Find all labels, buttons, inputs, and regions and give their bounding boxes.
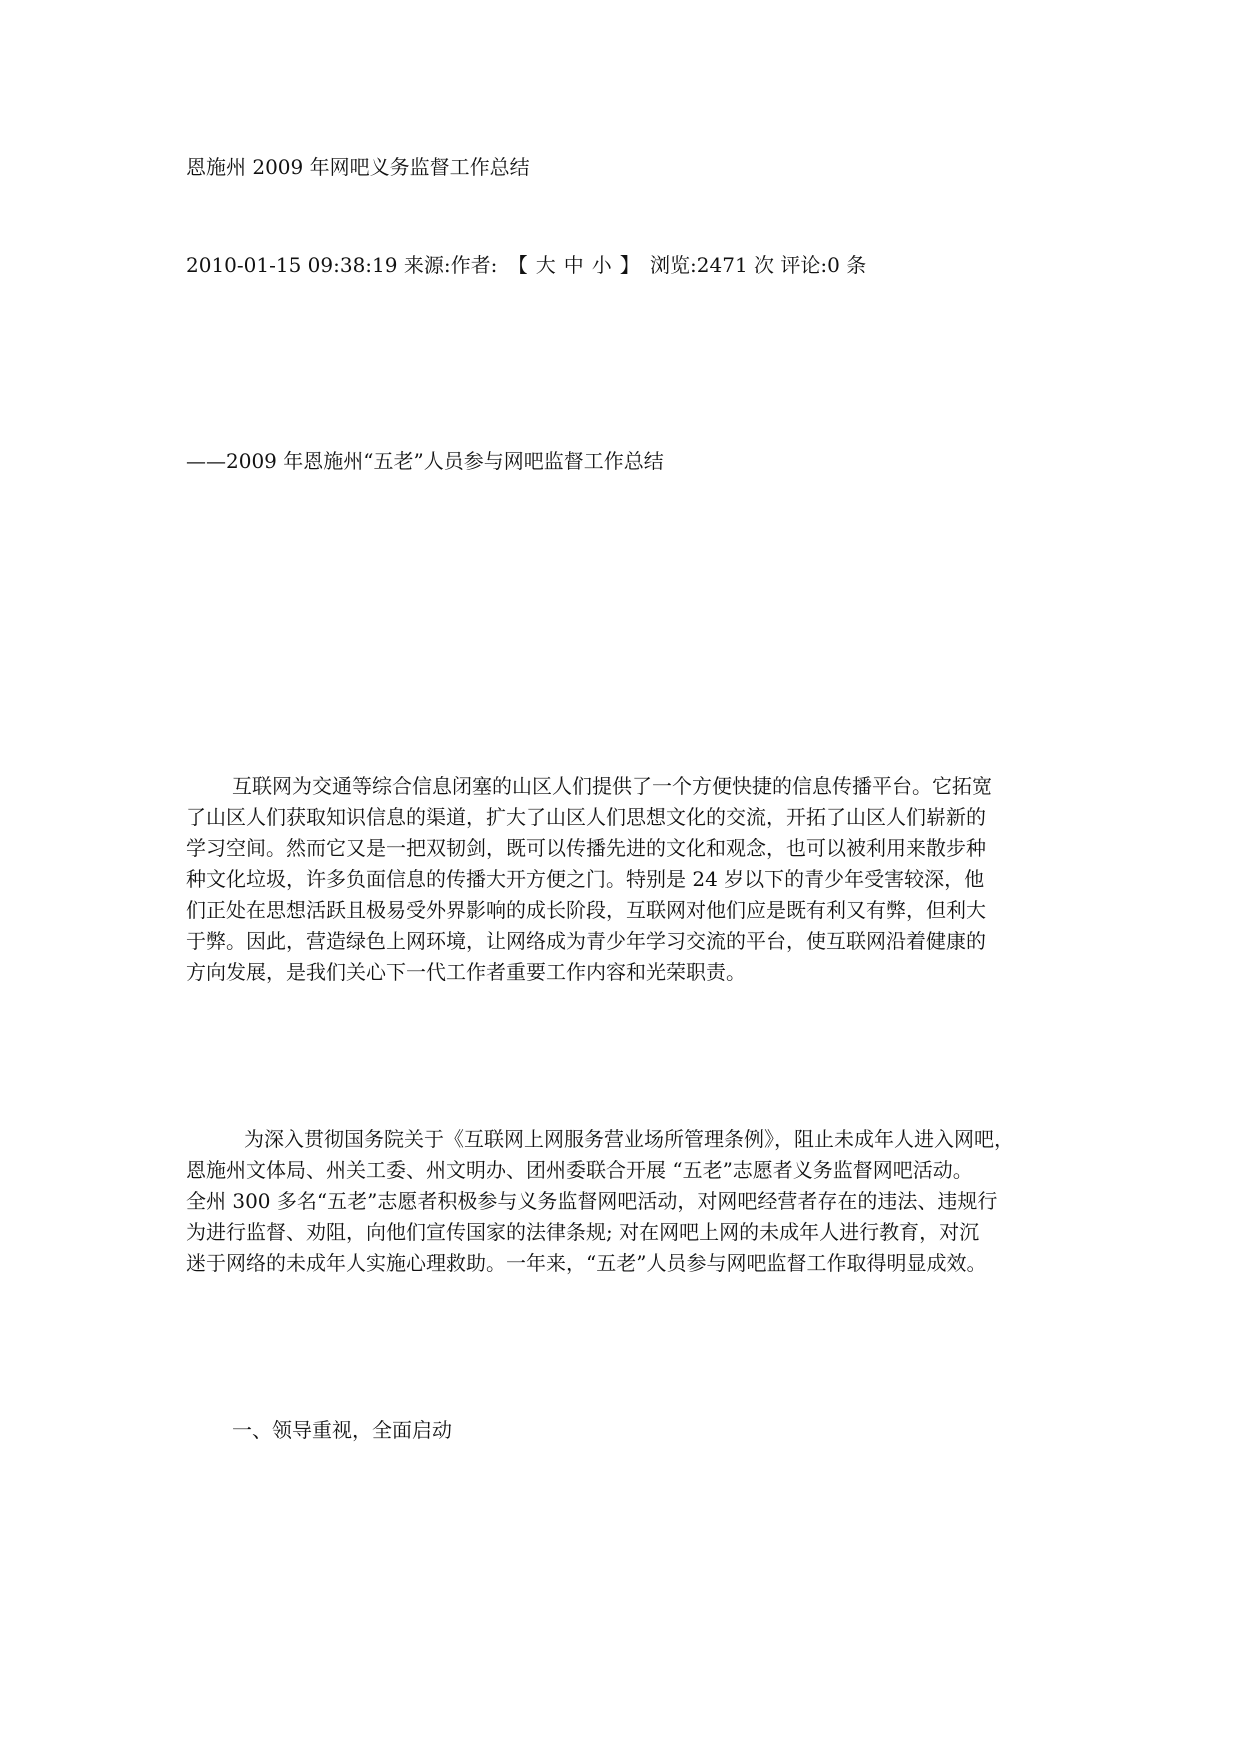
- paragraph-activity: [186, 1124, 1086, 1279]
- font-size-large-link[interactable]: 大: [535, 253, 556, 277]
- document-title: 恩施州 2009 年网吧义务监督工作总结: [186, 155, 530, 179]
- section-heading: 一、领导重视，全面启动: [232, 1418, 452, 1442]
- paragraph-line: 方向发展，是我们关心下一代工作者重要工作内容和光荣职责。: [186, 960, 746, 984]
- paragraph-line: 学习空间。然而它又是一把双韧剑，既可以传播先进的文化和观念，也可以被利用来散步种: [186, 836, 986, 860]
- paragraph-line: 们正处在思想活跃且极易受外界影响的成长阶段，互联网对他们应是既有利又有弊，但利大: [186, 898, 986, 922]
- datetime-source-author: 2010-01-15 09:38:19 来源:作者:: [186, 253, 498, 277]
- comment-count: 评论:0 条: [780, 253, 867, 277]
- font-size-selector: [504, 253, 650, 277]
- paragraph-line: 为深入贯彻国务院关于《互联网上网服务营业场所管理条例》，阻止未成年人进入网吧，: [244, 1127, 1014, 1151]
- size-bracket-open: 【: [507, 253, 528, 277]
- font-size-small-link[interactable]: 小: [591, 253, 612, 277]
- paragraph-line: 了山区人们获取知识信息的渠道，扩大了山区人们思想文化的交流，开拓了山区人们崭新的: [186, 805, 986, 829]
- font-size-medium-link[interactable]: 中: [563, 253, 584, 277]
- paragraph-line: 互联网为交通等综合信息闭塞的山区人们提供了一个方便快捷的信息传播平台。它拓宽: [232, 774, 992, 798]
- paragraph-line: 恩施州文体局、州关工委、州文明办、团州委联合开展 “五老”志愿者义务监督网吧活动。: [186, 1158, 973, 1182]
- paragraph-line: 种文化垃圾，许多负面信息的传播大开方便之门。特别是 24 岁以下的青少年受害较深，他: [186, 867, 985, 891]
- view-count: 浏览:2471 次: [650, 253, 775, 277]
- article-meta: [186, 250, 866, 280]
- paragraph-line: 为进行监督、劝阻，向他们宣传国家的法律条规; 对在网吧上网的未成年人进行教育，对沉: [186, 1220, 980, 1244]
- paragraph-line: 迷于网络的未成年人实施心理救助。一年来，“五老”人员参与网吧监督工作取得明显成效。: [186, 1251, 987, 1275]
- paragraph-line: 全州 300 多名“五老”志愿者积极参与义务监督网吧活动，对网吧经营者存在的违法、违规行: [186, 1189, 998, 1213]
- paragraph-intro: [186, 771, 1086, 988]
- size-bracket-close: 】: [619, 253, 640, 277]
- document-subtitle: ——2009 年恩施州“五老”人员参与网吧监督工作总结: [186, 449, 664, 473]
- paragraph-line: 于弊。因此，营造绿色上网环境，让网络成为青少年学习交流的平台，使互联网沿着健康的: [186, 929, 986, 953]
